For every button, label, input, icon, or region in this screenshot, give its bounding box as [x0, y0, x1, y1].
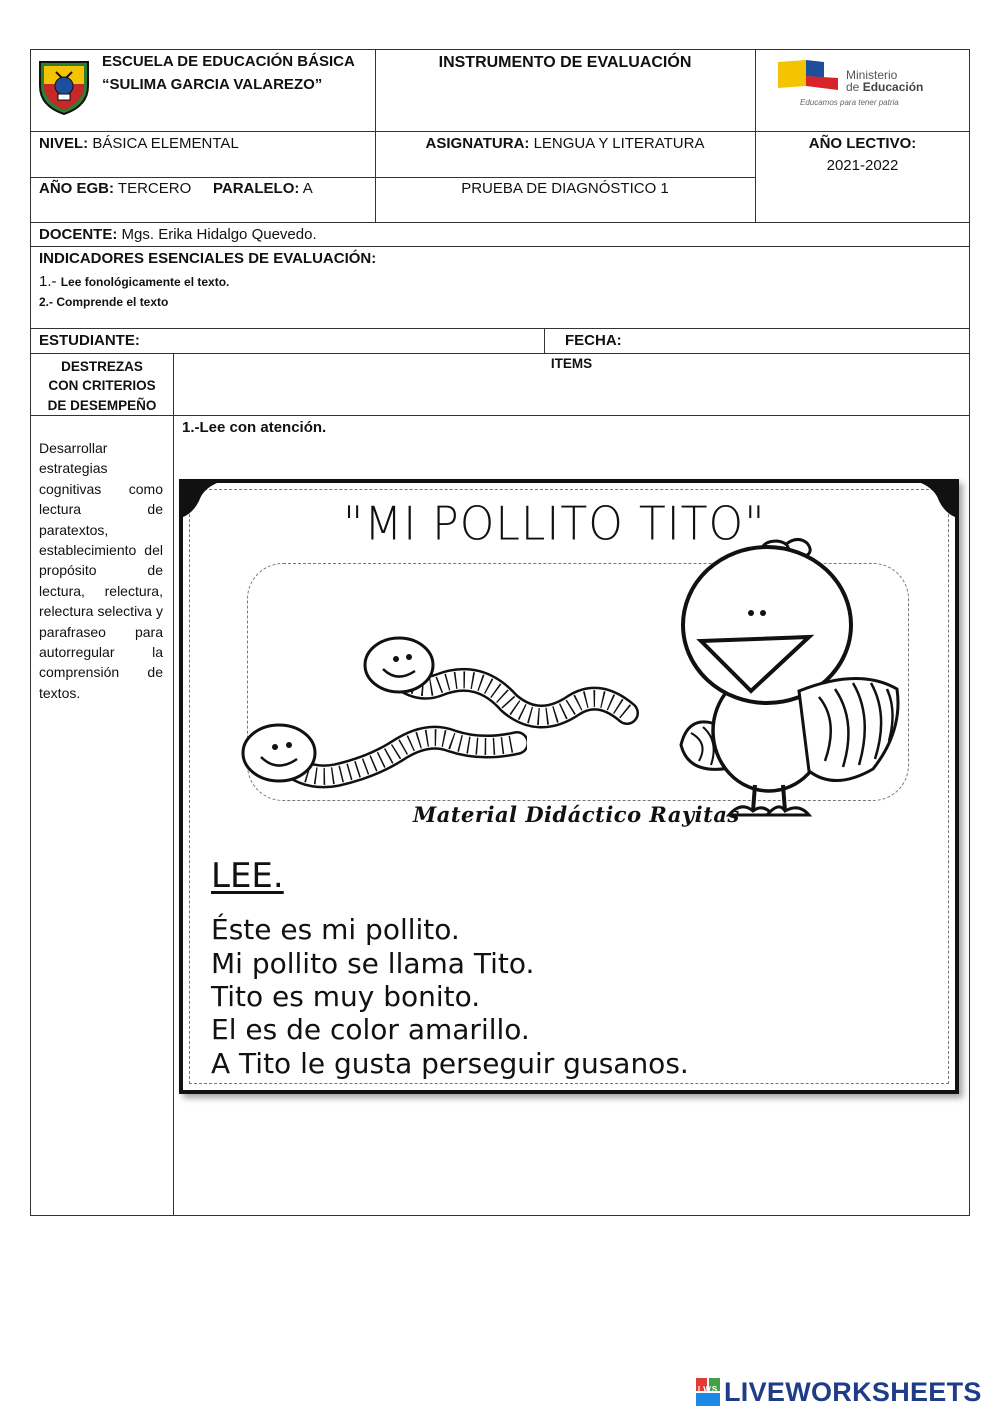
question-1: 1.-Lee con atención.: [182, 419, 327, 436]
docente-value: Mgs. Erika Hidalgo Quevedo.: [121, 226, 317, 243]
indicator-1-number: 1.-: [39, 273, 57, 290]
story-credit: Material Didáctico Rayitas: [413, 802, 740, 827]
liveworksheets-watermark[interactable]: [696, 1374, 996, 1410]
asignatura-value: LENGUA Y LITERATURA: [533, 135, 705, 152]
school-crest: [36, 56, 92, 116]
indicator-1-text: Lee fonológicamente el texto.: [60, 275, 230, 289]
skill-description: Desarrollar estrategias cognitivas como lectura de paratextos, establecimiento del propósito de lectura, relectura, relectura selectiva y parafraseo para autorregular la comprensión de textos.: [39, 440, 163, 701]
story-line-5: A Tito le gusta perseguir gusanos.: [211, 1047, 689, 1080]
corner-flourish-left-icon: [183, 483, 223, 523]
story-line-3: Tito es muy bonito.: [211, 980, 481, 1013]
instrument-title: INSTRUMENTO DE EVALUACIÓN: [438, 54, 692, 71]
nivel-field: [39, 134, 239, 154]
skills-header-line1: DESTREZAS: [61, 359, 143, 374]
liveworksheets-logo-icon: [696, 1378, 720, 1406]
anio-egb-label: AÑO EGB:: [39, 180, 114, 197]
corner-flourish-right-icon: [915, 483, 955, 523]
story-read-label: LEE.: [211, 856, 284, 896]
indicators-title: INDICADORES ESENCIALES DE EVALUACIÓN:: [39, 250, 377, 267]
docente-field: [39, 225, 317, 245]
paralelo-label: PARALELO:: [213, 180, 300, 197]
paralelo-value: A: [302, 180, 313, 197]
paralelo-field: [213, 179, 313, 199]
chick-icon: [659, 521, 919, 821]
anio-egb-field: [39, 179, 191, 199]
ministry-line2: [846, 80, 923, 94]
asignatura-label: ASIGNATURA:: [425, 135, 530, 152]
indicator-2: 2.- Comprende el texto: [39, 295, 169, 309]
skills-header-line3: DE DESEMPEÑO: [47, 398, 157, 413]
anio-lectivo-value: 2021-2022: [826, 157, 899, 174]
anio-lectivo-label: AÑO LECTIVO:: [808, 135, 917, 152]
ministry-logo: [776, 56, 956, 112]
fecha-label: FECHA:: [565, 332, 622, 349]
indicator-1: [39, 272, 229, 292]
watermark-text: LIVEWORKSHEETS: [724, 1377, 982, 1407]
story-line-4: El es de color amarillo.: [211, 1013, 530, 1046]
story-card: [179, 479, 959, 1094]
prueba-title: PRUEBA DE DIAGNÓSTICO 1: [461, 180, 669, 197]
asignatura-field: [376, 134, 754, 154]
nivel-value: BÁSICA ELEMENTAL: [92, 135, 239, 152]
anio-egb-value: TERCERO: [117, 180, 192, 197]
items-header: ITEMS: [550, 356, 593, 371]
school-name-line2: “SULIMA GARCIA VALAREZO”: [102, 76, 323, 93]
skills-header-line2: CON CRITERIOS: [48, 378, 156, 393]
docente-label: DOCENTE:: [39, 226, 118, 243]
story-title: "MI POLLITO TITO": [343, 497, 766, 552]
nivel-label: NIVEL:: [39, 135, 89, 152]
ministry-line2-prefix: de: [846, 80, 860, 94]
school-name-line1: ESCUELA DE EDUCACIÓN BÁSICA: [102, 53, 355, 70]
story-line-2: Mi pollito se llama Tito.: [211, 947, 535, 980]
ministry-line2-bold: Educación: [862, 80, 924, 94]
ministry-line1: Ministerio: [846, 68, 898, 82]
story-line-1: Éste es mi pollito.: [211, 913, 460, 946]
estudiante-label: ESTUDIANTE:: [39, 332, 140, 349]
logo-letters: LWS: [697, 1385, 719, 1394]
ministry-tagline: Educamos para tener patria: [800, 98, 899, 107]
